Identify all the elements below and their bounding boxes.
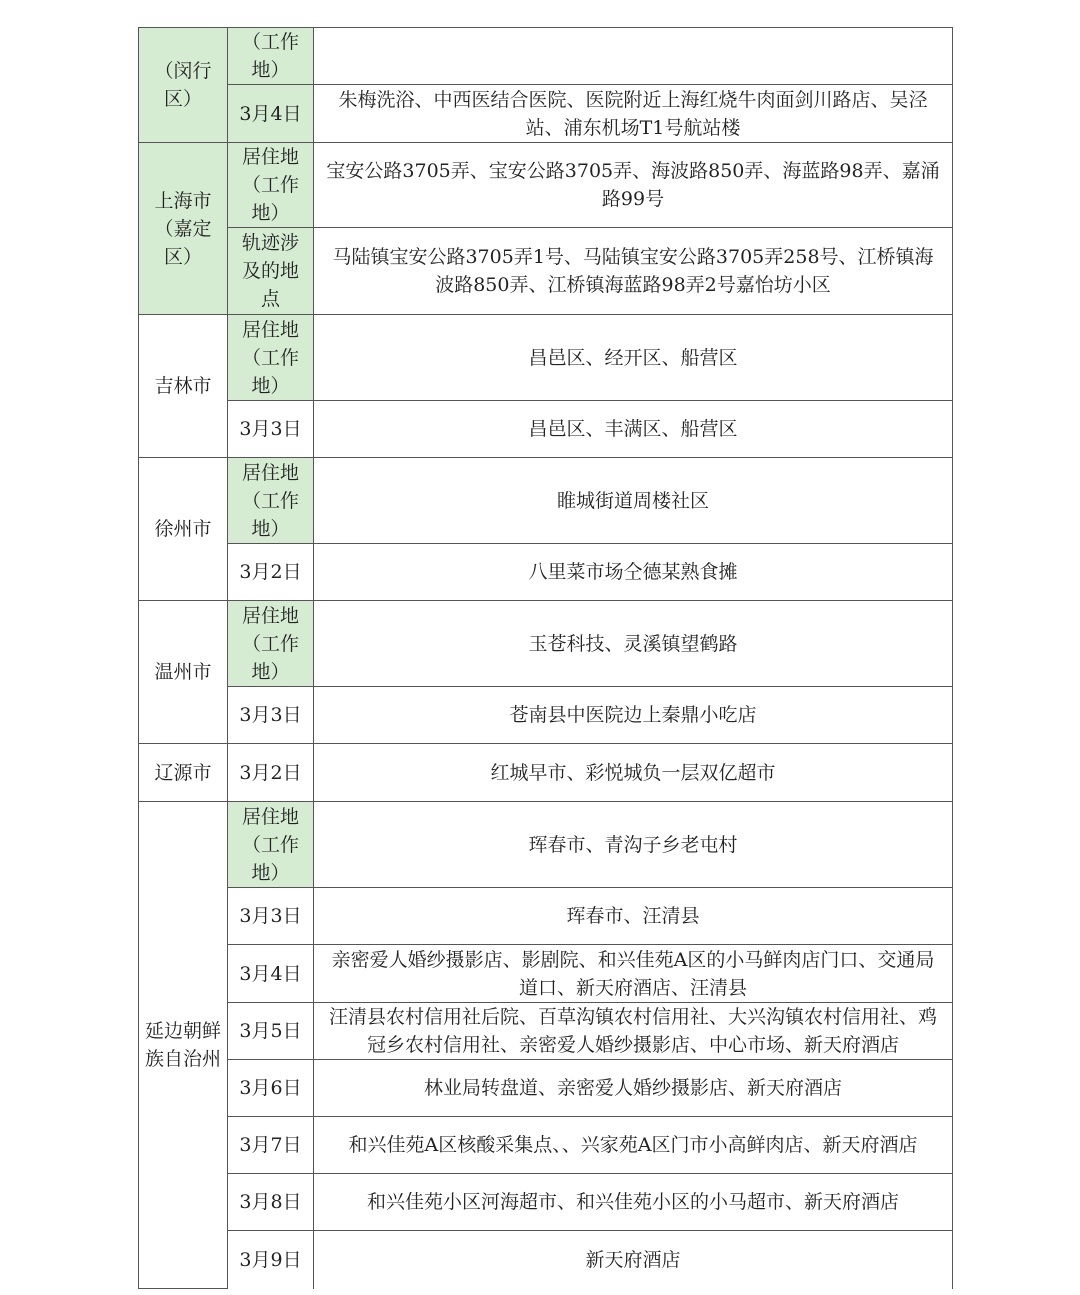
date-cell: 3月3日 <box>228 687 314 744</box>
date-cell: 3月2日 <box>228 544 314 601</box>
table-row <box>139 1003 953 1060</box>
places-cell: 林业局转盘道、亲密爱人婚纱摄影店、新天府酒店 <box>314 1060 953 1117</box>
date-cell: 居住地（工作地） <box>228 143 314 228</box>
city-cell: 延边朝鲜族自治州 <box>139 802 228 1289</box>
places-cell: 珲春市、汪清县 <box>314 888 953 945</box>
places-cell: 睢城街道周楼社区 <box>314 458 953 544</box>
places-cell: 和兴佳苑A区核酸采集点、、兴家苑A区门市小高鲜肉店、新天府酒店 <box>314 1117 953 1174</box>
table-row <box>139 315 953 401</box>
table-row <box>139 601 953 687</box>
table-row <box>139 802 953 888</box>
places-cell: 朱梅洗浴、中西医结合医院、医院附近上海红烧牛肉面剑川路店、吴泾站、浦东机场T1号航站楼 <box>314 85 953 143</box>
table-row <box>139 687 953 744</box>
table-row <box>139 228 953 315</box>
places-cell: 亲密爱人婚纱摄影店、影剧院、和兴佳苑A区的小马鲜肉店门口、交通局道口、新天府酒店、汪清县 <box>314 945 953 1003</box>
places-cell: 汪清县农村信用社后院、百草沟镇农村信用社、大兴沟镇农村信用社、鸡冠乡农村信用社、亲密爱人婚纱摄影店、中心市场、新天府酒店 <box>314 1003 953 1060</box>
table-row <box>139 458 953 544</box>
date-cell: 3月4日 <box>228 945 314 1003</box>
places-cell: 昌邑区、丰满区、船营区 <box>314 401 953 458</box>
date-cell: 居住地（工作地） <box>228 802 314 888</box>
trace-table <box>138 27 953 1289</box>
date-cell: 3月8日 <box>228 1174 314 1231</box>
date-cell: 3月5日 <box>228 1003 314 1060</box>
table-row <box>139 744 953 802</box>
date-cell: 居住地（工作地） <box>228 315 314 401</box>
city-cell: 吉林市 <box>139 315 228 458</box>
city-cell: 徐州市 <box>139 458 228 601</box>
city-cell: 上海市（嘉定区） <box>139 143 228 315</box>
places-cell: 玉苍科技、灵溪镇望鹤路 <box>314 601 953 687</box>
places-cell: 马陆镇宝安公路3705弄1号、马陆镇宝安公路3705弄258号、江桥镇海波路850弄、江桥镇海蓝路98弄2号嘉怡坊小区 <box>314 228 953 315</box>
table-row <box>139 544 953 601</box>
table-row <box>139 143 953 228</box>
places-cell: 昌邑区、经开区、船营区 <box>314 315 953 401</box>
date-cell: 3月7日 <box>228 1117 314 1174</box>
table-row <box>139 945 953 1003</box>
table-row <box>139 1117 953 1174</box>
date-cell: 3月9日 <box>228 1231 314 1289</box>
city-cell: 辽源市 <box>139 744 228 802</box>
date-cell: （工作地） <box>228 28 314 85</box>
date-cell: 3月3日 <box>228 888 314 945</box>
table-row <box>139 401 953 458</box>
places-cell: 和兴佳苑小区河海超市、和兴佳苑小区的小马超市、新天府酒店 <box>314 1174 953 1231</box>
date-cell: 居住地（工作地） <box>228 601 314 687</box>
places-cell: 八里菜市场仝德某熟食摊 <box>314 544 953 601</box>
places-cell: 红城早市、彩悦城负一层双亿超市 <box>314 744 953 802</box>
table-row <box>139 1060 953 1117</box>
table-row <box>139 28 953 85</box>
city-cell: （闵行区） <box>139 28 228 143</box>
table-row <box>139 888 953 945</box>
date-cell: 3月3日 <box>228 401 314 458</box>
date-cell: 3月2日 <box>228 744 314 802</box>
date-cell: 轨迹涉及的地点 <box>228 228 314 315</box>
places-cell: 珲春市、青沟子乡老屯村 <box>314 802 953 888</box>
date-cell: 居住地（工作地） <box>228 458 314 544</box>
table-row <box>139 1231 953 1289</box>
city-cell: 温州市 <box>139 601 228 744</box>
places-cell: 苍南县中医院边上秦鼎小吃店 <box>314 687 953 744</box>
table-row <box>139 85 953 143</box>
places-cell: 新天府酒店 <box>314 1231 953 1289</box>
date-cell: 3月6日 <box>228 1060 314 1117</box>
places-cell <box>314 28 953 85</box>
places-cell: 宝安公路3705弄、宝安公路3705弄、海波路850弄、海蓝路98弄、嘉涌路99号 <box>314 143 953 228</box>
table-row <box>139 1174 953 1231</box>
date-cell: 3月4日 <box>228 85 314 143</box>
